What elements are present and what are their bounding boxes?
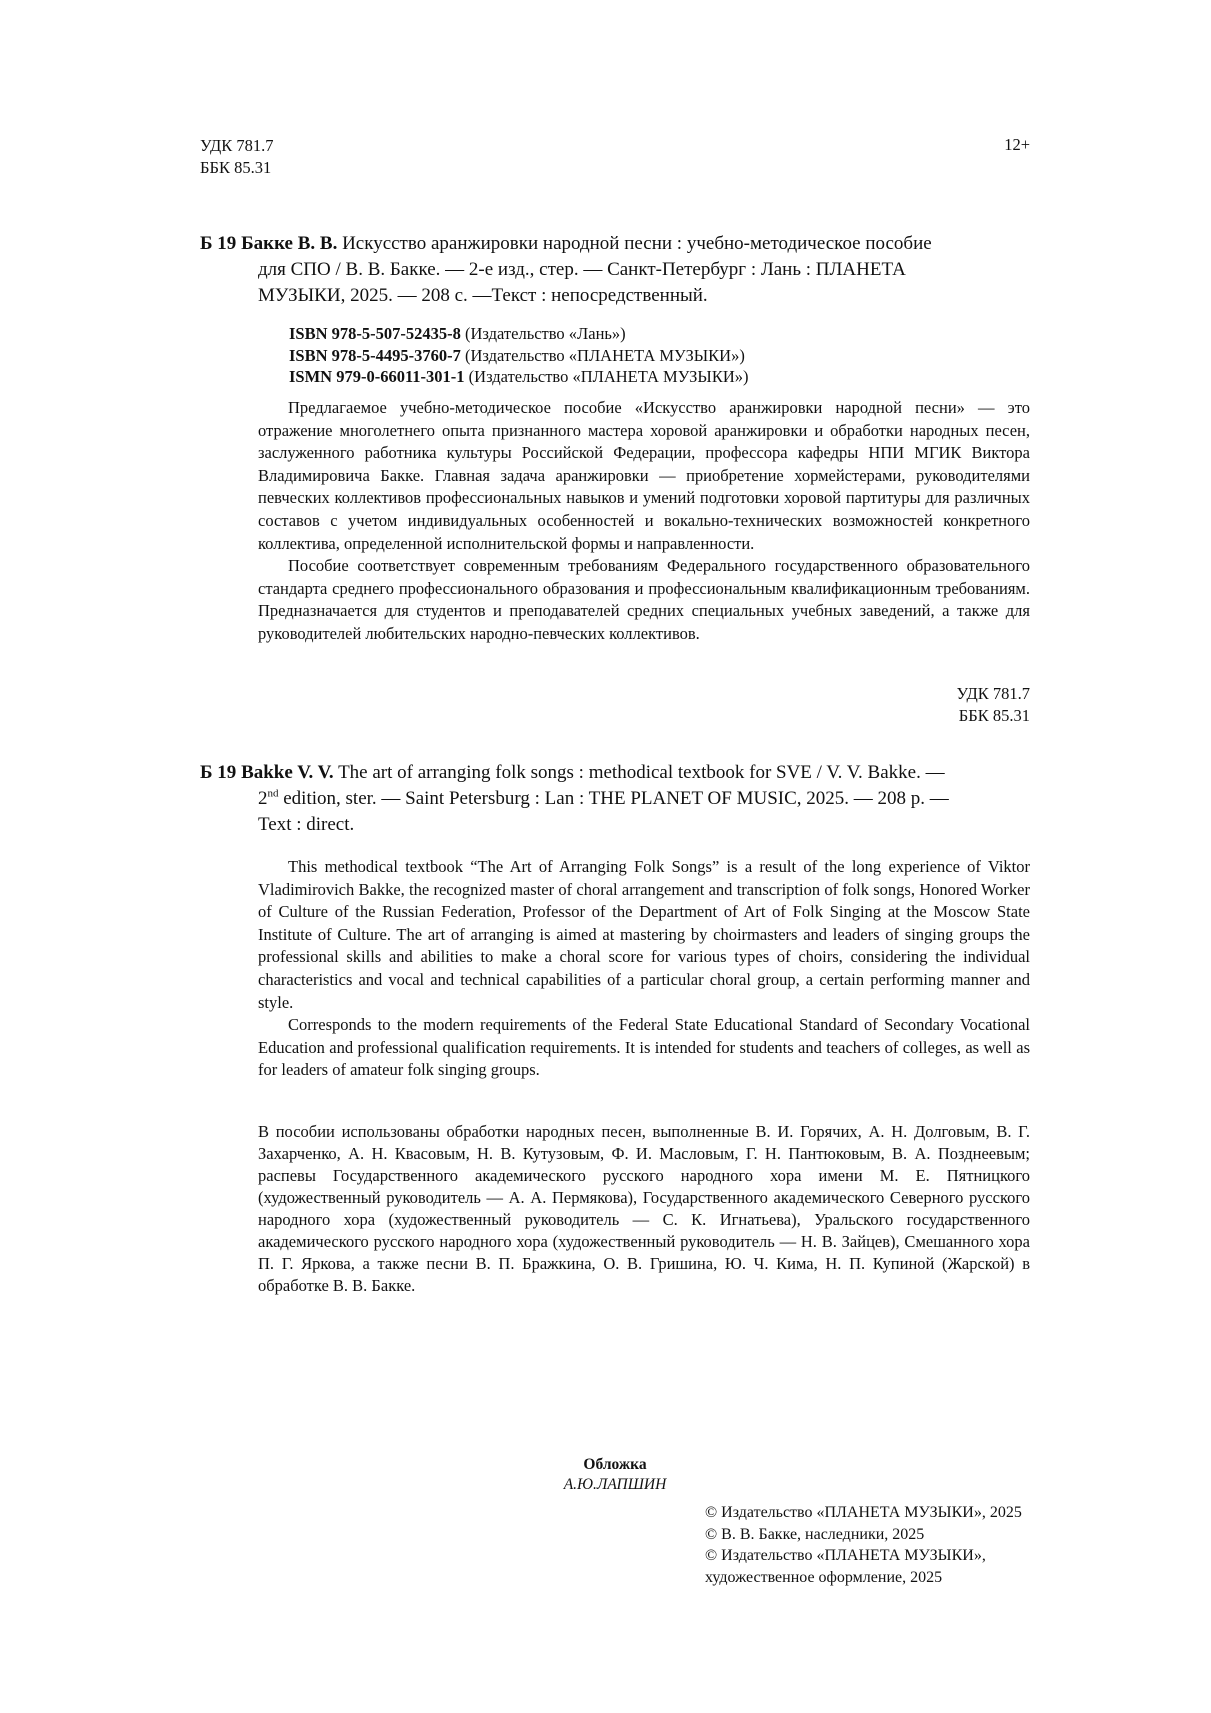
isbn-code: ISBN 978-5-4495-3760-7 — [289, 345, 461, 365]
copyright-page — [200, 0, 1030, 1713]
ru-entry-line-3: МУЗЫКИ, 2025. — 208 с. —Текст : непосредственный. — [258, 285, 708, 306]
en-abstract — [258, 856, 1030, 1082]
isbn-code: ISBN 978-5-507-52435-8 — [289, 324, 461, 343]
en-entry-author: Bakke V. V. — [241, 762, 334, 783]
cover-designer: А.Ю.ЛАПШИН — [563, 1476, 667, 1493]
udk-code: УДК 781.7 — [200, 136, 274, 155]
en-entry-title: The art of arranging folk songs : methodical textbook for SVE / V. V. Bakke. — — [333, 762, 945, 783]
cover-credit — [200, 1455, 1030, 1495]
bbk-code: ББК 85.31 — [958, 706, 1030, 725]
en-entry-index: Б 19 — [200, 762, 237, 783]
isbn-row — [289, 366, 748, 388]
edition-number: 2 — [258, 788, 268, 809]
copyright-line: © В. В. Бакке, наследники, 2025 — [705, 1525, 925, 1543]
ru-abstract-paragraph-2: Пособие соответствует современным требованиям Федерального государственного образовательного стандарта среднего профессионального образования и профессиональным квалификационным требованиям. Предназначается для студентов и преподавателей средних специальных учебных заведений, а также для руководителей любительских народно-певческих коллективов. — [258, 556, 1030, 643]
ru-entry-author: Бакке В. В. — [241, 233, 338, 254]
isbn-publisher: (Издательство «ПЛАНЕТА МУЗЫКИ») — [460, 345, 745, 365]
en-bibliographic-entry — [200, 760, 1030, 838]
isbn-publisher: (Издательство «Лань») — [460, 324, 626, 343]
arrangements-note: В пособии использованы обработки народных песен, выполненные В. И. Горячих, А. Н. Долговым, В. Г. Захарченко, А. Н. Квасовым, Н. В. Кутузовым, Ф. И. Масловым, Г. Н. Пантюковым, В. А. Позднеевым; распевы Государственного академического русского народного хора имени М. Е. Пятницкого (художественный руководитель — А. А. Пермякова), Государственного академического Северного русского народного хора (художественный руководитель — С. К. Игнатьева), Уральского государственного академического русского народного хора (художественный руководитель — Н. В. Зайцев), Смешанного хора П. Г. Яркова, а также песни В. П. Бражкина, О. В. Гришина, Ю. Ч. Кима, Н. П. Купиной (Жарской) в обработке В. В. Бакке. — [258, 1122, 1030, 1295]
ru-bibliographic-entry — [200, 231, 1030, 309]
ru-abstract-paragraph-1: Предлагаемое учебно-методическое пособие «Искусство аранжировки народной песни» — это отражение многолетнего опыта признанного мастера хоровой аранжировки и обработки народных песен, заслуженного работника культуры Российской Федерации, профессора кафедры НПИ МГИК Виктора Владимировича Бакке. Главная задача аранжировки — приобретение хормейстерами, руководителями певческих коллективов профессиональных навыков и умений подготовки хоровой партитуры для различных составов с учетом индивидуальных особенностей и вокально-технических возможностей конкретного коллектива, определенной исполнительской формы и направленности. — [258, 398, 1030, 553]
copyright-line: © Издательство «ПЛАНЕТА МУЗЫКИ», — [705, 1547, 986, 1564]
isbn-row — [289, 323, 748, 345]
en-entry-line-1 — [200, 760, 1030, 786]
isbn-list — [289, 323, 748, 388]
en-entry-line-2 — [200, 786, 1030, 812]
ru-abstract — [258, 397, 1030, 646]
edition-suffix: nd — [267, 787, 279, 800]
en-abstract-paragraph-2: Corresponds to the modern requirements of the Federal State Educational Standard of Secondary Vocational Education and professional qualification requirements. It is intended for students and teachers of colleges, as well as for leaders of amateur folk singing groups. — [258, 1015, 1030, 1080]
isbn-row — [289, 345, 748, 367]
udk-code: УДК 781.7 — [956, 684, 1030, 703]
bbk-code: ББК 85.31 — [200, 158, 272, 177]
classification-codes-top — [200, 135, 274, 179]
ru-entry-line-1 — [200, 231, 1030, 257]
age-rating: 12+ — [1004, 135, 1030, 154]
cover-label: Обложка — [583, 1456, 647, 1473]
copyright-line: © Издательство «ПЛАНЕТА МУЗЫКИ», 2025 — [705, 1504, 1022, 1521]
ru-entry-title: Искусство аранжировки народной песни : учебно-методическое пособие — [337, 233, 932, 254]
ru-entry-index: Б 19 — [200, 233, 237, 254]
copyright-notices — [705, 1502, 1022, 1588]
en-entry-publication: edition, ster. — Saint Petersburg : Lan : THE PLANET OF MUSIC, 2025. — 208 p. — — [278, 788, 949, 809]
ru-entry-line-2: для СПО / В. В. Бакке. — 2-е изд., стер. — Санкт-Петербург : Лань : ПЛАНЕТА — [258, 259, 906, 280]
isbn-publisher: (Издательство «ПЛАНЕТА МУЗЫКИ») — [464, 367, 749, 386]
en-abstract-paragraph-1: This methodical textbook “The Art of Arranging Folk Songs” is a result of the long experience of Viktor Vladimirovich Bakke, the recognized master of choral arrangement and transcription of folk songs, Honored Worker of Culture of the Russian Federation, Professor of the Department of Art of Folk Singing at the Moscow State Institute of Culture. The art of arranging is aimed at mastering by choirmasters and leaders of singing groups the professional skills and abilities to make a choral score for various types of choirs, considering the individual characteristics and vocal and technical capabilities of a particular choral group, a certain performing manner and style. — [258, 857, 1030, 1012]
ismn-code: ISMN 979-0-66011-301-1 — [289, 367, 465, 386]
copyright-line: художественное оформление, 2025 — [705, 1568, 943, 1586]
classification-codes-right — [956, 683, 1030, 727]
en-entry-line-3: Text : direct. — [258, 814, 355, 835]
